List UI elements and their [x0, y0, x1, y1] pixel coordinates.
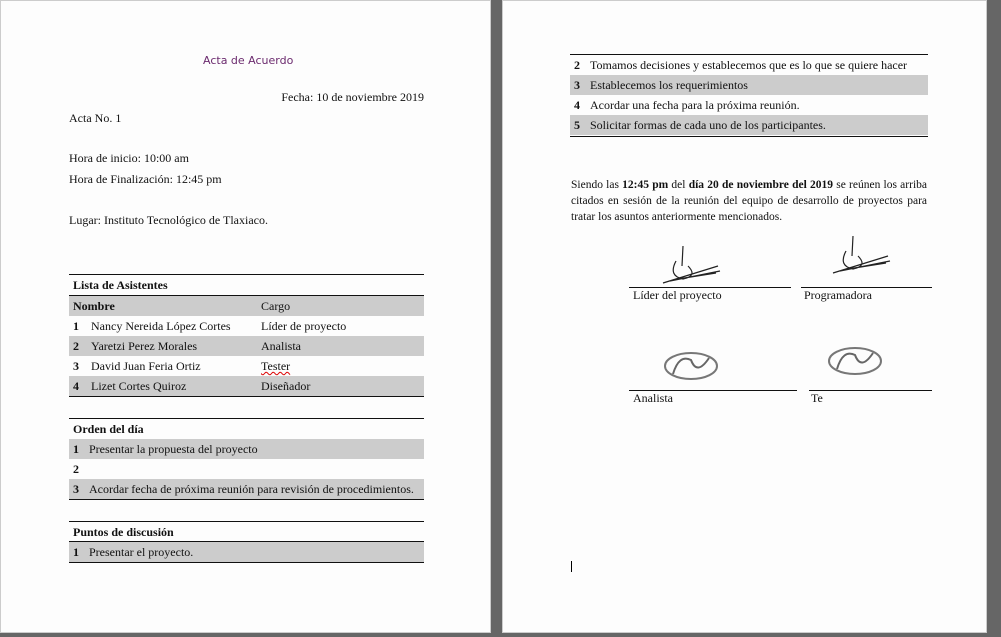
asistentes-title: Lista de Asistentes [73, 278, 168, 292]
puntos-table [69, 521, 424, 564]
signature-label: Programadora [804, 288, 872, 302]
table-row: 4 Lizet Cortes Quiroz Diseñador [69, 376, 424, 396]
table-row: 3 Establecemos los requerimientos [570, 75, 928, 95]
col-nombre: Nombre [73, 299, 115, 313]
puntos-continued-table [570, 54, 928, 137]
table-row: 1 Presentar la propuesta del proyecto [69, 439, 424, 459]
text-cursor [571, 561, 572, 572]
hora-finalizacion: Hora de Finalización: 12:45 pm [69, 172, 222, 186]
table-row: 2 [73, 462, 79, 476]
signature-label: Líder del proyecto [633, 288, 722, 302]
orden-title: Orden del día [73, 422, 144, 436]
table-row: 5 Solicitar formas de cada uno de los participantes. [570, 115, 928, 135]
signature-label: Te [811, 391, 823, 405]
signature-label: Analista [633, 391, 673, 405]
table-row: 1 Presentar el proyecto. [69, 542, 424, 562]
closing-paragraph: Siendo las 12:45 pm del día 20 de noviembre del 2019 se reúnen los arriba citados en sesión de la reunión del equipo de desarrollo de proyectos para tratar los asuntos anteriormente mencionados. [571, 179, 927, 223]
signature-image [658, 241, 728, 286]
signature-image [825, 341, 885, 381]
acta-no: Acta No. 1 [69, 111, 122, 125]
table-row: 3 Acordar fecha de próxima reunión para revisión de procedimientos. [69, 479, 424, 499]
table-row: 4 Acordar una fecha para la próxima reunión. [574, 98, 800, 112]
table-row: 2 Yaretzi Perez Morales Analista [69, 336, 424, 356]
signature-image [828, 231, 898, 276]
signature-image [661, 346, 721, 386]
table-header-row [69, 296, 424, 316]
table-row: 3 David Juan Feria Ortiz Tester [73, 359, 291, 373]
fecha: Fecha: 10 de noviembre 2019 [281, 90, 424, 104]
table-row: 1 Nancy Nereida López Cortes Líder de proyecto [73, 319, 347, 333]
col-cargo: Cargo [261, 299, 291, 313]
document-page-2[interactable] [502, 0, 987, 633]
document-page-1[interactable] [0, 0, 491, 633]
asistentes-table [69, 274, 424, 397]
lugar: Lugar: Instituto Tecnológico de Tlaxiaco. [69, 213, 268, 227]
orden-table [69, 418, 424, 501]
puntos-title: Puntos de discusión [73, 525, 174, 539]
document-title: Acta de Acuerdo [203, 54, 294, 67]
hora-inicio: Hora de inicio: 10:00 am [69, 151, 189, 165]
table-row: 2 Tomamos decisiones y establecemos que es lo que se quiere hacer [574, 58, 908, 72]
